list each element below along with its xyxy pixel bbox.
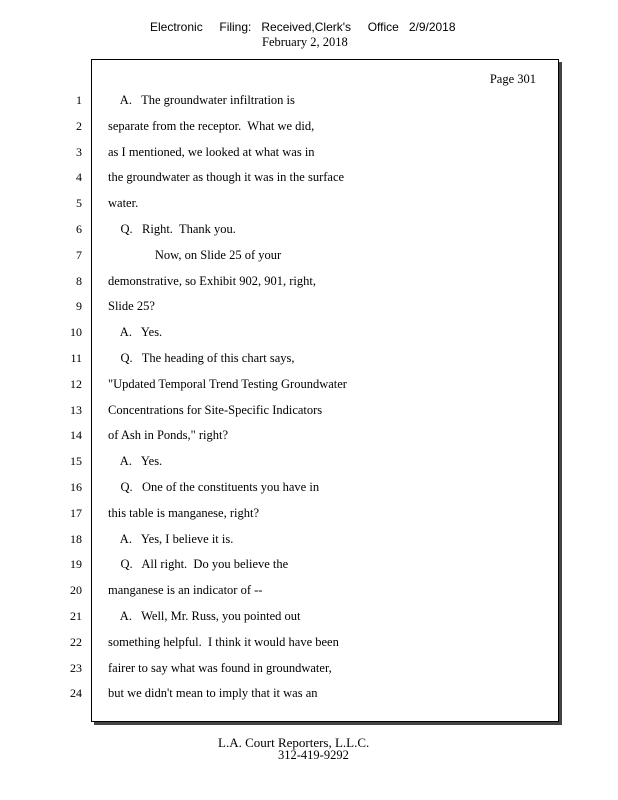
filing-date: February 2, 2018: [262, 35, 348, 49]
line-number: 23: [70, 660, 82, 675]
line-text: Q. All right. Do you believe the: [108, 557, 289, 572]
line-number: 15: [70, 454, 82, 469]
line-text: "Updated Temporal Trend Testing Groundwater: [108, 376, 347, 391]
line-text: Now, on Slide 25 of your: [108, 247, 282, 262]
line-text: separate from the receptor. What we did,: [108, 118, 315, 133]
line-text: manganese is an indicator of --: [108, 583, 263, 598]
line-number: 6: [76, 222, 82, 236]
line-number: 20: [70, 583, 82, 598]
line-text: something helpful. I think it would have been: [108, 634, 339, 649]
reporter-company: L.A. Court Reporters, L.L.C.: [218, 735, 370, 750]
line-number: 1: [76, 93, 82, 107]
page-number: Page 301: [489, 72, 536, 86]
line-number: 16: [70, 480, 82, 494]
line-text: water.: [108, 196, 139, 211]
line-number: 7: [76, 247, 82, 262]
line-text: this table is manganese, right?: [108, 505, 260, 520]
line-number: 24: [70, 686, 82, 701]
line-text: of Ash in Ponds," right?: [108, 428, 229, 443]
line-text: A. The groundwater infiltration is: [108, 93, 295, 107]
filing-stamp-text: Electronic Filing: Received,Clerk's Office 2/9/2018: [150, 20, 456, 34]
line-text: demonstrative, so Exhibit 902, 901, right,: [108, 273, 316, 288]
line-text: the groundwater as though it was in the surface: [108, 170, 345, 185]
line-number: 14: [70, 428, 82, 443]
line-number: 9: [76, 299, 82, 314]
line-text: A. Yes.: [108, 454, 163, 469]
reporter-phone: 312-419-9292: [278, 748, 349, 762]
line-text: Q. The heading of this chart says,: [108, 351, 295, 365]
line-text: as I mentioned, we looked at what was in: [108, 144, 315, 159]
line-text: A. Yes, I believe it is.: [108, 531, 234, 546]
line-number: 11: [70, 351, 82, 365]
filing-stamp: [0, 20, 618, 62]
line-number: 2: [76, 118, 82, 133]
line-number: 3: [76, 144, 82, 159]
line-text: Slide 25?: [108, 299, 155, 314]
line-number: 8: [76, 273, 82, 288]
line-number: 12: [70, 376, 82, 391]
line-text: A. Well, Mr. Russ, you pointed out: [108, 609, 301, 623]
line-number: 18: [70, 531, 82, 546]
line-number: 10: [70, 325, 82, 340]
line-text: Concentrations for Site-Specific Indicators: [108, 402, 323, 417]
line-number: 19: [70, 557, 82, 572]
line-number: 22: [70, 634, 82, 649]
line-text: Q. Right. Thank you.: [108, 222, 236, 236]
line-text: Q. One of the constituents you have in: [108, 480, 320, 494]
line-number: 21: [70, 609, 82, 623]
line-number: 5: [76, 196, 82, 211]
line-text: A. Yes.: [108, 325, 163, 340]
line-number: 4: [76, 170, 82, 185]
line-text: but we didn't mean to imply that it was an: [108, 686, 318, 701]
line-text: fairer to say what was found in groundwater,: [108, 660, 332, 675]
line-number: 17: [70, 505, 82, 520]
line-number: 13: [70, 402, 82, 417]
